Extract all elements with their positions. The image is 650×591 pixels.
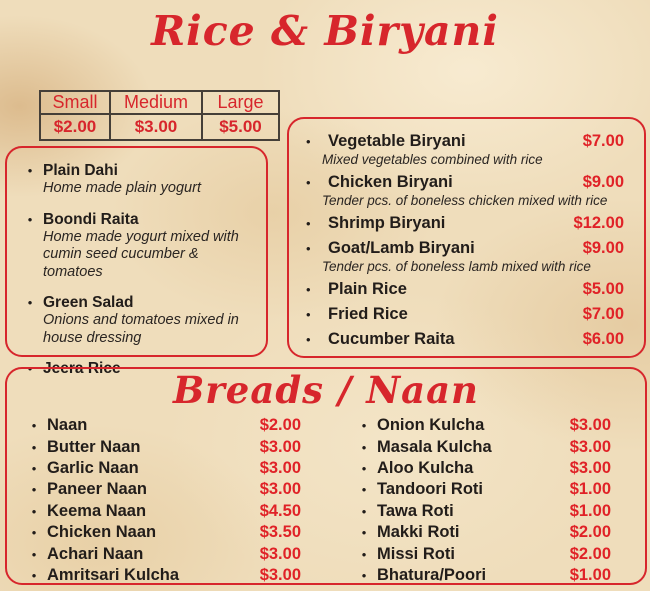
- item-price: $9.00: [582, 173, 624, 191]
- menu-item-row: [300, 279, 624, 300]
- item-name: Fried Rice: [328, 305, 408, 323]
- section-title-rice-biryani: Rice & Biryani: [151, 7, 499, 55]
- bullet-icon: •: [361, 418, 367, 434]
- bullet-icon: •: [31, 482, 37, 498]
- sides-panel: [5, 146, 268, 377]
- menu-item-row: [21, 543, 301, 564]
- item-description: Mixed vegetables combined with rice: [322, 152, 543, 167]
- menu-item: [17, 293, 258, 347]
- item-name: Achari Naan: [47, 544, 144, 563]
- item-description: Home made yogurt mixed with cumin seed cucumber & tomatoes: [43, 228, 239, 280]
- menu-item-text: [43, 210, 258, 282]
- bullet-icon: •: [361, 439, 367, 455]
- item-name: Tandoori Roti: [377, 480, 484, 499]
- item-name: Garlic Naan: [47, 458, 139, 477]
- bullet-icon: •: [31, 503, 37, 519]
- menu-item: [300, 213, 624, 234]
- item-name: Cucumber Raita: [328, 330, 455, 348]
- item-name: Plain Dahi: [43, 162, 118, 179]
- bullet-icon: •: [31, 418, 37, 434]
- menu-item-row: [300, 213, 624, 234]
- size-table-header-cell: Large: [202, 91, 279, 114]
- item-name: Makki Roti: [377, 523, 460, 542]
- menu-item-row: [21, 458, 301, 479]
- bullet-icon: •: [27, 295, 33, 310]
- item-name: Onion Kulcha: [377, 416, 485, 435]
- menu-item-row: [21, 436, 301, 457]
- item-name: Plain Rice: [328, 280, 407, 298]
- menu-item: [17, 210, 258, 282]
- menu-item-row: [351, 415, 611, 436]
- size-table-price-cell: $5.00: [202, 114, 279, 140]
- bullet-icon: •: [361, 460, 367, 476]
- item-price: $2.00: [259, 416, 301, 435]
- breads-column-left: [7, 415, 329, 586]
- item-name: Jeera Rice: [43, 360, 121, 377]
- size-table-price-cell: $2.00: [40, 114, 110, 140]
- menu-item: [300, 279, 624, 300]
- size-table-header-cell: Small: [40, 91, 110, 114]
- item-name: Boondi Raita: [43, 210, 139, 228]
- size-price-table: [39, 90, 280, 141]
- item-name: Bhatura/Poori: [377, 565, 487, 584]
- bullet-icon: •: [27, 211, 33, 227]
- item-name: Chicken Naan: [47, 523, 157, 542]
- bullet-icon: •: [306, 282, 311, 297]
- menu-item: [300, 172, 624, 209]
- item-price: $3.00: [259, 544, 301, 563]
- section-title-breads: Breads / Naan: [173, 368, 479, 412]
- menu-item-row: [300, 238, 624, 259]
- item-price: $3.00: [569, 458, 611, 477]
- menu-item-row: [351, 501, 611, 522]
- bullet-icon: •: [31, 439, 37, 455]
- bullet-icon: •: [27, 163, 33, 178]
- item-description: Tender pcs. of boneless lamb mixed with rice: [322, 259, 591, 274]
- item-name: Paneer Naan: [47, 480, 147, 499]
- size-table-header-row: [40, 91, 279, 114]
- item-price: $3.00: [259, 480, 301, 499]
- biryani-panel: [287, 117, 646, 358]
- item-description: Tender pcs. of boneless chicken mixed with rice: [322, 193, 608, 208]
- item-name: Green Salad: [43, 294, 134, 311]
- bullet-icon: •: [361, 525, 367, 541]
- item-name: Masala Kulcha: [377, 437, 492, 456]
- menu-item-row: [21, 522, 301, 543]
- bullet-icon: •: [306, 307, 311, 322]
- size-table-price-row: [40, 114, 279, 140]
- bullet-icon: •: [31, 567, 37, 583]
- menu-item-row: [351, 458, 611, 479]
- item-name: Amritsari Kulcha: [47, 565, 180, 584]
- item-price: $3.00: [259, 565, 301, 584]
- item-name: Chicken Biryani: [328, 173, 453, 191]
- bullet-icon: •: [306, 332, 311, 347]
- item-price: $3.00: [569, 437, 611, 456]
- item-price: $12.00: [573, 214, 624, 232]
- bullet-icon: •: [306, 175, 311, 190]
- size-table-price-cell: $3.00: [110, 114, 202, 140]
- menu-item-row: [351, 522, 611, 543]
- item-price: $3.00: [569, 416, 611, 435]
- item-price: $2.00: [569, 523, 611, 542]
- bullet-icon: •: [306, 241, 311, 256]
- menu-item-row: [21, 415, 301, 436]
- menu-item-row: [300, 172, 624, 193]
- menu-item-row: [21, 565, 301, 586]
- bullet-icon: •: [306, 216, 311, 231]
- bullet-icon: •: [31, 546, 37, 562]
- menu-item-row: [351, 436, 611, 457]
- item-name: Keema Naan: [47, 501, 147, 520]
- bullet-icon: •: [361, 482, 367, 498]
- menu-item-row: [351, 565, 611, 586]
- item-name: Tawa Roti: [377, 501, 454, 520]
- menu-item-row: [21, 479, 301, 500]
- item-price: $9.00: [582, 239, 624, 257]
- item-name: Goat/Lamb Biryani: [328, 239, 475, 257]
- menu-item-text: [43, 293, 258, 347]
- item-name: Naan: [47, 416, 88, 435]
- item-price: $1.00: [569, 501, 611, 520]
- item-name: Butter Naan: [47, 437, 141, 456]
- menu-item-row: [300, 329, 624, 350]
- item-price: $3.50: [259, 523, 301, 542]
- bullet-icon: •: [361, 546, 367, 562]
- breads-column-right: [329, 415, 645, 586]
- menu-item-row: [300, 304, 624, 325]
- bullet-icon: •: [361, 503, 367, 519]
- breads-panel: [5, 367, 647, 585]
- item-name: Aloo Kulcha: [377, 458, 474, 477]
- menu-item-row: [351, 543, 611, 564]
- menu-item-row: [300, 131, 624, 152]
- bullet-icon: •: [31, 460, 37, 476]
- item-price: $5.00: [582, 280, 624, 298]
- bullet-icon: •: [361, 567, 367, 583]
- item-price: $7.00: [582, 132, 624, 150]
- menu-item-text: [43, 161, 201, 198]
- menu-item-row: [351, 479, 611, 500]
- item-description: Onions and tomatoes mixed in house dressing: [43, 312, 239, 346]
- item-price: $1.00: [569, 565, 611, 584]
- item-name: Vegetable Biryani: [328, 132, 466, 150]
- item-price: $3.00: [259, 437, 301, 456]
- item-price: $7.00: [582, 305, 624, 323]
- menu-item-row: [21, 501, 301, 522]
- item-name: Missi Roti: [377, 544, 455, 563]
- bullet-icon: •: [27, 361, 33, 376]
- bullet-icon: •: [31, 525, 37, 541]
- item-price: $3.00: [259, 458, 301, 477]
- item-name: Shrimp Biryani: [328, 214, 446, 232]
- menu-item: [300, 131, 624, 168]
- menu-item: [300, 329, 624, 350]
- item-price: $4.50: [259, 501, 301, 520]
- breads-columns: [7, 415, 645, 586]
- item-price: $6.00: [582, 330, 624, 348]
- size-table-header-cell: Medium: [110, 91, 202, 114]
- menu-item: [17, 161, 258, 198]
- item-price: $2.00: [569, 544, 611, 563]
- bullet-icon: •: [306, 134, 311, 149]
- menu-item: [300, 304, 624, 325]
- item-description: Home made plain yogurt: [43, 180, 201, 196]
- item-price: $1.00: [569, 480, 611, 499]
- menu-item: [300, 238, 624, 275]
